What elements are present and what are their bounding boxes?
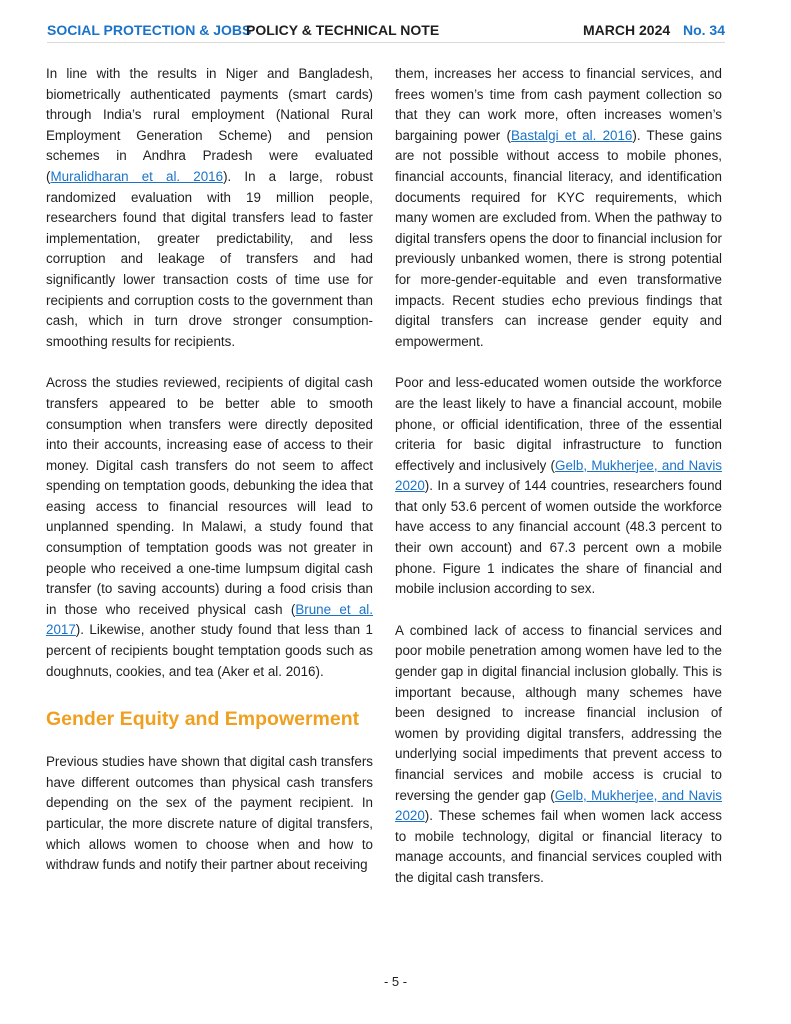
paragraph-text: In line with the results in Niger and Bangladesh, biometrically authenticated payments (smart cards) through India’s rural employment (National Rural Employment Generation Scheme) and pension schemes in Andhra Pradesh were evaluated ( (46, 66, 373, 184)
paragraph-text: Previous studies have shown that digital cash transfers have different outcomes than physical cash transfers depending on the sex of the payment recipient. In particular, the more discrete nature of digital transfers, which allows women to choose when and how to withdraw funds and notify their partner about receiving (46, 754, 373, 873)
citation-link-gelb-2[interactable]: Gelb, Mukherjee, and Navis 2020 (395, 787, 722, 824)
citation-link-gelb-1[interactable]: Gelb, Mukherjee, and Navis 2020 (395, 457, 722, 494)
header-note-type: POLICY & TECHNICAL NOTE (246, 22, 440, 38)
paragraph-text: ). In a large, robust randomized evaluation with 19 million people, researchers found that digital transfers lead to faster implementation, greater predictability, and less corruption and leakage of transfers and had significantly lower transaction costs of time use for recipients and corruption costs to the government than cash, which in turn drove stronger consumption-smoothing results for recipients. (46, 168, 374, 349)
paragraph-text: Across the studies reviewed, recipients of digital cash transfers appeared to be better able to smooth consumption when transfers were directly deposited into their accounts, increasing ease of access to their money. Digital cash transfers do not seem to affect spending on temptation goods, debunking the idea that easing access to financial resources will lead to unplanned spending. In Malawi, a study found that consumption of temptation goods was not greater in people who received a one-time lumpsum digital cash transfer (to saving accounts) during a food crisis than in those who received physical cash ( (46, 375, 373, 617)
paragraph-gender-gap (395, 621, 722, 889)
citation-link-brune[interactable]: Brune et al. 2017 (46, 601, 374, 638)
paragraph-poor-women-access (395, 373, 722, 600)
page-header (47, 20, 725, 43)
paragraph-gender-outcomes (46, 752, 373, 876)
paragraph-text: ). Likewise, another study found that less than 1 percent of recipients bought temptation goods such as doughnuts, cookies, and tea (Aker et al. 2016). (46, 622, 373, 679)
right-column (395, 64, 722, 889)
paragraph-bargaining-power (395, 64, 722, 352)
paragraph-text: ). In a survey of 144 countries, researchers found that only 53.6 percent of women outside the workforce have access to any financial account (48.3 percent to their own account) and 67.3 percent own a mobile phone. Figure 1 indicates the share of financial and mobile inclusion according to sex. (395, 478, 722, 597)
header-issue-number: No. 34 (682, 22, 725, 38)
paragraph-text: Poor and less-educated women outside the workforce are the least likely to have a financial account, mobile phone, or official identification, three of the essential criteria for basic digital infrastructure to function effectively and inclusively ( (395, 375, 722, 473)
paragraph-text: ). These schemes fail when women lack access to mobile technology, digital or financial literacy to manage accounts, and financial services coupled with the digital cash transfers. (395, 808, 722, 885)
header-section: SOCIAL PROTECTION & JOBS (47, 22, 252, 38)
page-number: - 5 - (383, 974, 408, 989)
paragraph-text: them, increases her access to financial services, and frees women’s time from cash payment collection so that they can work more, often increases women’s bargaining power ( (395, 66, 722, 143)
citation-link-muralidharan[interactable]: Muralidharan et al. 2016 (50, 168, 224, 184)
left-column (46, 64, 373, 876)
paragraph-biometric-payments (46, 64, 373, 352)
paragraph-text: ). These gains are not possible without access to mobile phones, financial accounts, financial literacy, and identification documents required for KYC requirements, which many women are excluded from. When the pathway to digital transfers opens the door to financial inclusion for previously unbanked women, there is strong potential for more-gender-equitable and even transformative impacts. Recent studies echo previous findings that digital transfers can increase gender equity and empowerment. (395, 127, 722, 349)
citation-link-bastalgi[interactable]: Bastalgi et al. 2016 (510, 127, 633, 143)
header-date: MARCH 2024 (583, 22, 671, 38)
paragraph-text: A combined lack of access to financial services and poor mobile penetration among women have led to the gender gap in digital financial inclusion globally. This is important because, although many schemes have been designed to increase financial inclusion of women by providing digital transfers, addressing the underlying social impediments that prevent access to financial services and mobile access is crucial to reversing the gender gap ( (395, 622, 722, 803)
paragraph-consumption-smoothing (46, 373, 373, 682)
section-heading-gender-equity: Gender Equity and Empowerment (46, 708, 360, 731)
